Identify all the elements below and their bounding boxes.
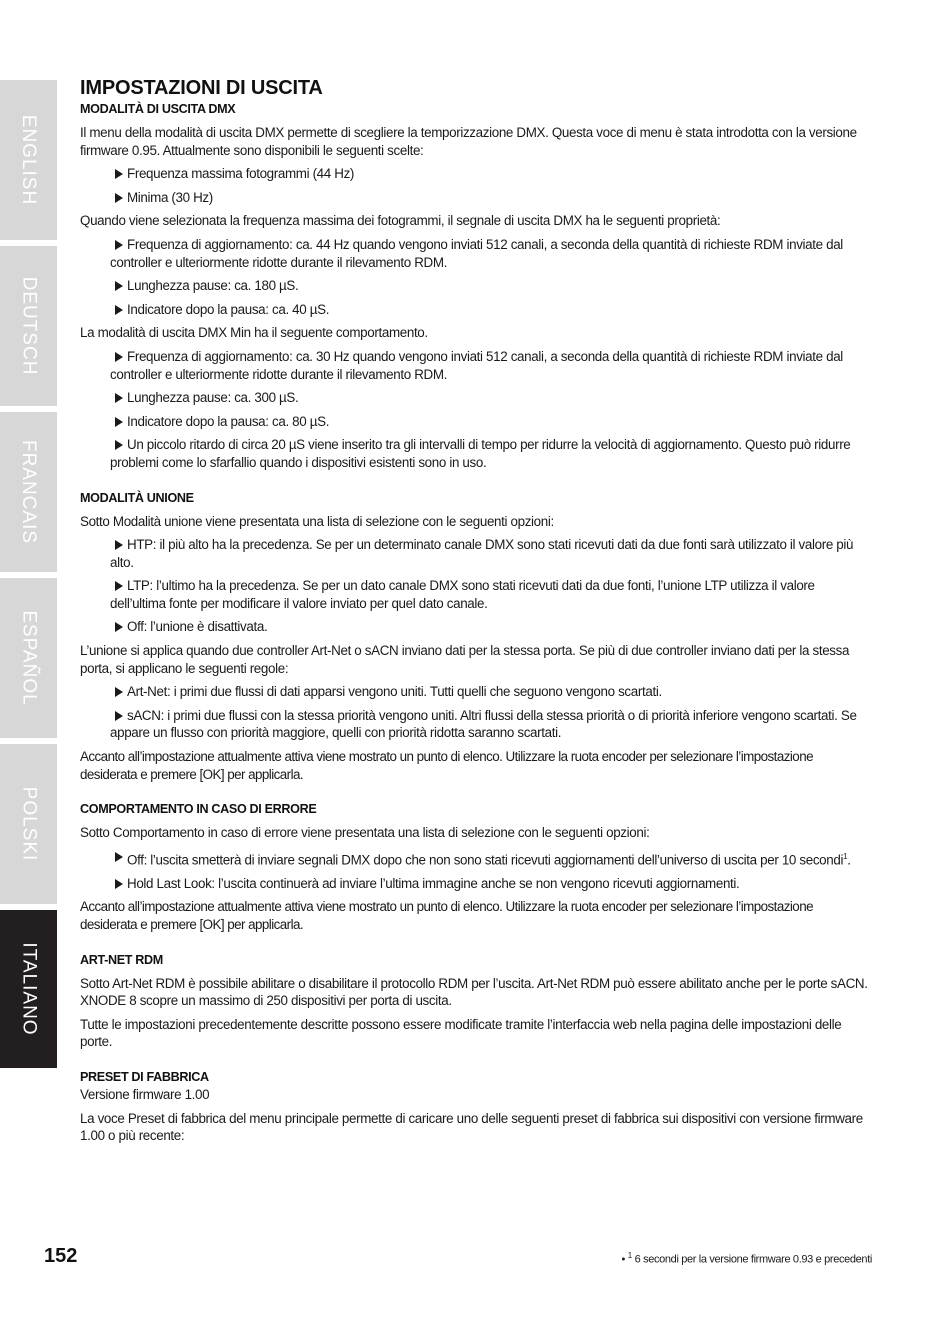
tab-deutsch[interactable] [0, 246, 57, 406]
list-item [80, 848, 870, 869]
tab-label-espanol: ESPAÑOL [18, 610, 40, 706]
section-heading-art-net-rdm: ART-NET RDM [80, 952, 163, 967]
bullet-arrow-icon [115, 622, 123, 632]
bullet-arrow-icon [115, 305, 123, 315]
list-item: Frequenza massima fotogrammi (44 Hz) [80, 165, 870, 183]
tab-italiano[interactable] [0, 910, 57, 1068]
section-heading-error-behaviour: COMPORTAMENTO IN CASO DI ERRORE [80, 802, 317, 817]
tab-label-polski: POLSKI [18, 786, 40, 862]
footnote-marker: 1 [627, 1251, 632, 1260]
list-item: HTP: il più alto ha la precedenza. Se per un determinato canale DMX sono stati ricevuti dati da due fonti sarà utilizzato il valore più alto. [110, 537, 854, 570]
paragraph: Il menu della modalità di uscita DMX permette di scegliere la temporizzazione DMX. Questa voce di menu è stata introdotta con la versione firmware 0.95. Attualmente sono disponibili le seguenti scelte: [80, 125, 857, 158]
paragraph: Sotto Art-Net RDM è possibile abilitare o disabilitare il protocollo RDM per l’uscita. Art-Net RDM può essere abilitato anche per le porte sACN. XNODE 8 scopre un massimo di 250 dispositivi per porta di uscita. [80, 975, 868, 1009]
section-heading-merge-mode: MODALITÀ UNIONE [80, 490, 194, 505]
bullet-arrow-icon [115, 169, 123, 179]
list-item: Lunghezza pause: ca. 300 µS. [80, 389, 870, 407]
page-number: 152 [44, 1245, 78, 1267]
bullet-arrow-icon [115, 711, 123, 721]
tab-english[interactable] [0, 80, 57, 240]
tab-polski[interactable] [0, 744, 57, 904]
bullet-arrow-icon [115, 879, 123, 889]
list-item: LTP: l’ultimo ha la precedenza. Se per un dato canale DMX sono stati ricevuti dati da due fonti, l’unione LTP utilizza il valore dell’ultima fonte per modificare il valore inviato per quel dato canale. [110, 578, 815, 611]
option-text-end: . [847, 852, 851, 868]
bullet-list [80, 683, 870, 742]
bullet-arrow-icon [115, 240, 123, 250]
tab-label-italiano: ITALIANO [18, 942, 40, 1036]
section-heading-dmx-output-mode: MODALITÀ DI USCITA DMX [80, 102, 236, 116]
section-heading-factory-preset: PRESET DI FABBRICA [80, 1070, 209, 1085]
list-item: Lunghezza pause: ca. 180 µS. [80, 277, 870, 295]
paragraph: Sotto Modalità unione viene presentata una lista di selezione con le seguenti opzioni: [80, 513, 554, 529]
list-item: Indicatore dopo la pausa: ca. 80 µS. [80, 413, 870, 431]
bullet-arrow-icon [115, 540, 123, 550]
tab-label-english: ENGLISH [18, 114, 40, 206]
bullet-list [80, 536, 870, 636]
list-item: Minima (30 Hz) [80, 189, 870, 207]
list-item: Frequenza di aggiornamento: ca. 44 Hz quando vengono inviati 512 canali, a seconda della quantità di richieste RDM inviate dal controller e ulteriormente ridotte durante il rilevamento RDM. [110, 236, 843, 270]
tab-label-francais: FRANCAIS [18, 439, 40, 545]
paragraph: Sotto Comportamento in caso di errore viene presentata una lista di selezione con le seguenti opzioni: [80, 825, 650, 841]
list-item: Frequenza di aggiornamento: ca. 30 Hz quando vengono inviati 512 canali, a seconda della quantità di richieste RDM inviate dal controller e ulteriormente ridotte durante il rilevamento RDM. [110, 348, 843, 382]
paragraph: L’unione si applica quando due controller Art-Net o sACN inviano dati per la stessa porta. Se più di due controller inviano dati per la stessa porta, si applicano le seguenti regole: [80, 643, 850, 676]
page-title: IMPOSTAZIONI DI USCITA [80, 77, 323, 99]
tab-espanol[interactable] [0, 578, 57, 738]
bullet-arrow-icon [115, 687, 123, 697]
list-item: Un piccolo ritardo di circa 20 µS viene inserito tra gli intervalli di tempo per ridurre la velocità di aggiornamento. Questo può ridurre problemi come lo sfarfallio quando i dispositivi esistenti sono in uso. [110, 437, 851, 470]
footnote [622, 1251, 872, 1266]
list-item: Hold Last Look: l’uscita continuerà ad inviare l’ultima immagine anche se non vengono ricevuti aggiornamenti. [80, 875, 870, 893]
bullet-arrow-icon [115, 581, 123, 591]
list-item: Off: l’unione è disattivata. [80, 618, 870, 636]
tab-label-deutsch: DEUTSCH [18, 276, 40, 376]
bullet-arrow-icon [115, 440, 123, 450]
paragraph: Accanto all’impostazione attualmente attiva viene mostrato un punto di elenco. Utilizzare la ruota encoder per selezionare l’impostazione desiderata e premere [OK] per applicarla. [80, 749, 814, 782]
bullet-arrow-icon [115, 417, 123, 427]
footnote-text: 6 secondi per la versione firmware 0.93 e precedenti [634, 1253, 872, 1266]
bullet-list [80, 848, 870, 893]
bullet-arrow-icon [115, 352, 123, 362]
paragraph: La modalità di uscita DMX Min ha il seguente comportamento. [80, 325, 428, 341]
tab-francais[interactable] [0, 412, 57, 572]
bullet-list [80, 348, 870, 472]
option-text: Off: l’uscita smetterà di inviare segnali DMX dopo che non sono stati ricevuti aggiornamenti dell’universo di uscita per 10 secondi [127, 852, 844, 868]
list-item: sACN: i primi due flussi con la stessa priorità vengono uniti. Altri flussi della stessa priorità o di priorità inferiore vengono scartati. Se appare un flusso con priorità maggiore, quelli con priorità ridotta saranno scartati. [110, 707, 857, 741]
bullet-arrow-icon [115, 852, 123, 862]
list-item: Indicatore dopo la pausa: ca. 40 µS. [80, 301, 870, 319]
bullet-list [80, 165, 870, 206]
list-item: Art-Net: i primi due flussi di dati apparsi vengono uniti. Tutti quelli che seguono vengono scartati. [80, 683, 870, 701]
paragraph: Accanto all’impostazione attualmente attiva viene mostrato un punto di elenco. Utilizzare la ruota encoder per selezionare l’impostazione desiderata e premere [OK] per applicarla. [80, 899, 814, 933]
bullet-arrow-icon [115, 281, 123, 291]
bullet-list [80, 236, 870, 318]
paragraph: Quando viene selezionata la frequenza massima dei fotogrammi, il segnale di uscita DMX ha le seguenti proprietà: [80, 213, 721, 229]
page-content [80, 76, 870, 1145]
paragraph: Tutte le impostazioni precedentemente descritte possono essere modificate tramite l’interfaccia web nella pagina delle impostazioni delle porte. [80, 1016, 842, 1050]
footnote-bullet: • [621, 1253, 626, 1266]
footnote-ref: 1 [843, 851, 848, 861]
bullet-arrow-icon [115, 393, 123, 403]
firmware-version: Versione firmware 1.00 [80, 1087, 210, 1103]
paragraph: La voce Preset di fabbrica del menu principale permette di caricare uno delle seguenti preset di fabbrica sui dispositivi con versione firmware 1.00 o più recente: [80, 1110, 863, 1144]
bullet-arrow-icon [115, 193, 123, 203]
